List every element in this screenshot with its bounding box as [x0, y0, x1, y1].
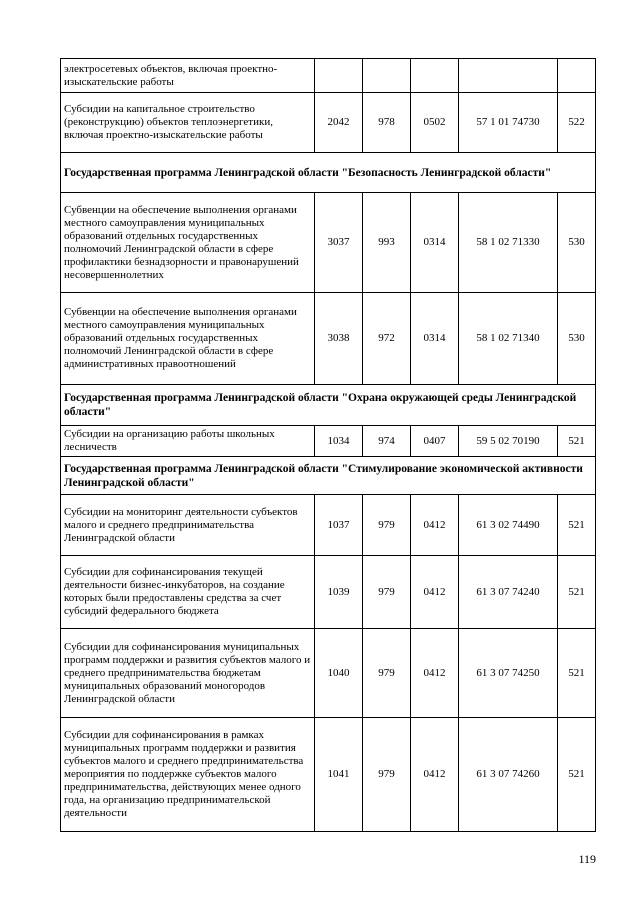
row-vr: 521 — [558, 426, 596, 457]
row-csr: 61 3 02 74490 — [459, 495, 558, 556]
table-row — [61, 495, 596, 556]
row-grbs: 979 — [363, 556, 411, 629]
table-row — [61, 93, 596, 153]
row-code — [315, 59, 363, 93]
row-csr: 57 1 01 74730 — [459, 93, 558, 153]
row-vr: 521 — [558, 495, 596, 556]
row-code: 1037 — [315, 495, 363, 556]
table-row — [61, 426, 596, 457]
row-csr: 58 1 02 71330 — [459, 193, 558, 293]
row-rzpr: 0412 — [411, 718, 459, 832]
row-csr: 61 3 07 74250 — [459, 629, 558, 718]
row-rzpr: 0502 — [411, 93, 459, 153]
row-rzpr: 0407 — [411, 426, 459, 457]
row-rzpr: 0412 — [411, 495, 459, 556]
table-row — [61, 718, 596, 832]
row-vr: 521 — [558, 718, 596, 832]
row-grbs: 979 — [363, 495, 411, 556]
row-description: электросетевых объектов, включая проектно-изыскательские работы — [61, 59, 315, 93]
program-header-row — [61, 385, 596, 426]
table-row — [61, 629, 596, 718]
row-vr: 521 — [558, 556, 596, 629]
row-description: Субвенции на обеспечение выполнения органами местного самоуправления муниципальных образований отдельных государственных полномочий Ленинградской области в сфере административных правоотношений — [61, 293, 315, 385]
row-grbs: 974 — [363, 426, 411, 457]
row-description: Субсидии для софинансирования в рамках муниципальных программ поддержки и развития субъектов малого и среднего предпринимательства мероприятия по поддержке субъектов малого предпринимательства, действующих менее одного года, на организацию предпринимательской деятельности — [61, 718, 315, 832]
row-code: 1040 — [315, 629, 363, 718]
page-number: 119 — [578, 852, 596, 866]
table-row — [61, 556, 596, 629]
table-row — [61, 193, 596, 293]
row-csr: 61 3 07 74240 — [459, 556, 558, 629]
row-csr — [459, 59, 558, 93]
program-title: Государственная программа Ленинградской области "Стимулирование экономической активности Ленинградской области" — [61, 457, 596, 495]
row-description: Субсидии на капитальное строительство (реконструкцию) объектов теплоэнергетики, включая проектно-изыскательские работы — [61, 93, 315, 153]
row-code: 1041 — [315, 718, 363, 832]
row-code: 3037 — [315, 193, 363, 293]
row-vr: 530 — [558, 293, 596, 385]
row-grbs: 972 — [363, 293, 411, 385]
row-vr: 522 — [558, 93, 596, 153]
program-header-row — [61, 457, 596, 495]
program-title: Государственная программа Ленинградской области "Охрана окружающей среды Ленинградской области" — [61, 385, 596, 426]
budget-table — [60, 58, 596, 832]
row-grbs: 993 — [363, 193, 411, 293]
row-code: 3038 — [315, 293, 363, 385]
row-csr: 58 1 02 71340 — [459, 293, 558, 385]
row-rzpr: 0314 — [411, 293, 459, 385]
row-rzpr: 0314 — [411, 193, 459, 293]
row-csr: 61 3 07 74260 — [459, 718, 558, 832]
row-code: 2042 — [315, 93, 363, 153]
row-grbs: 979 — [363, 629, 411, 718]
program-header-row — [61, 153, 596, 193]
row-grbs: 979 — [363, 718, 411, 832]
row-grbs — [363, 59, 411, 93]
row-code: 1039 — [315, 556, 363, 629]
row-description: Субсидии на мониторинг деятельности субъектов малого и среднего предпринимательства Ленинградской области — [61, 495, 315, 556]
row-code: 1034 — [315, 426, 363, 457]
row-description: Субсидии для софинансирования текущей деятельности бизнес-инкубаторов, на создание которых были предоставлены средства за счет субсидий федерального бюджета — [61, 556, 315, 629]
row-grbs: 978 — [363, 93, 411, 153]
table-row — [61, 293, 596, 385]
table-row — [61, 59, 596, 93]
row-vr: 530 — [558, 193, 596, 293]
row-rzpr — [411, 59, 459, 93]
row-vr: 521 — [558, 629, 596, 718]
row-rzpr: 0412 — [411, 629, 459, 718]
row-vr — [558, 59, 596, 93]
row-description: Субсидии для софинансирования муниципальных программ поддержки и развития субъектов малого и среднего предпринимательства бюджетам муниципальных образований моногородов Ленинградской области — [61, 629, 315, 718]
row-csr: 59 5 02 70190 — [459, 426, 558, 457]
program-title: Государственная программа Ленинградской области "Безопасность Ленинградской области" — [61, 153, 596, 193]
row-rzpr: 0412 — [411, 556, 459, 629]
row-description: Субсидии на организацию работы школьных лесничеств — [61, 426, 315, 457]
row-description: Субвенции на обеспечение выполнения органами местного самоуправления муниципальных образований отдельных государственных полномочий Ленинградской области в сфере профилактики безнадзорности и правонарушений несовершеннолетних — [61, 193, 315, 293]
